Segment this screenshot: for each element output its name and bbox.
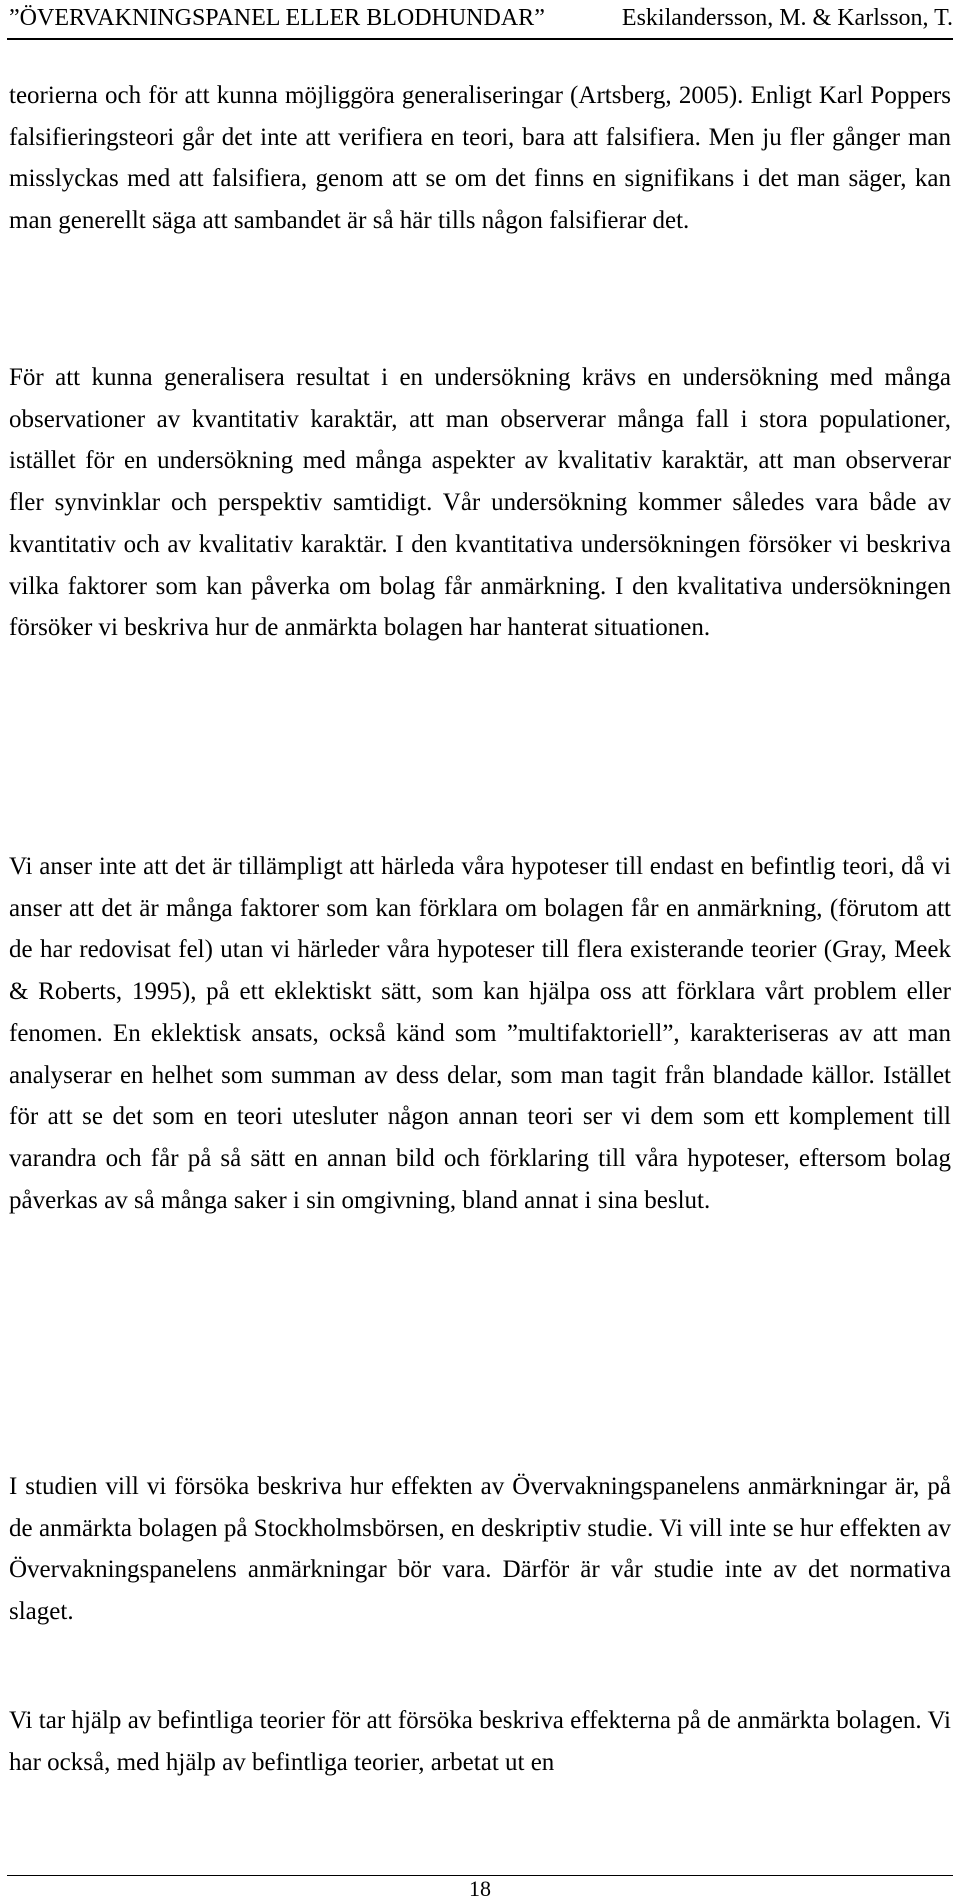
running-header [7, 2, 953, 40]
body-paragraph: I studien vill vi försöka beskriva hur effekten av Övervakningspanelens anmärkningar är, på de anmärkta bolagen på Stockholmsbörsen, en deskriptiv studie. Vi vill inte se hur effekten av Övervakningspanelens anmärkningar bör vara. Därför är vår studie inte av det normativa slaget. [9, 1473, 951, 1626]
page-number: 18 [469, 1876, 491, 1901]
body-paragraph: teorierna och för att kunna möjliggöra generaliseringar (Artsberg, 2005). Enligt Karl Poppers falsifieringsteori går det inte att verifiera en teori, bara att falsifiera. Men ju fler gånger man misslyckas med att falsifiera, genom att se om det finns en signifikans i det man säger, kan man generellt säga att sambandet är så här tills någon falsifierar det. [9, 82, 951, 235]
body-paragraph: För att kunna generalisera resultat i en undersökning krävs en undersökning med många observationer av kvantitativ karaktär, att man observerar många fall i stora populationer, istället för en undersökning med många aspekter av kvalitativ karaktär, att man observerar fler synvinklar och perspektiv samtidigt. Vår undersökning kommer således vara både av kvantitativ och av kvalitativ karaktär. I den kvantitativa undersökningen försöker vi beskriva vilka faktorer som kan påverka om bolag får anmärkning. I den kvalitativa undersökningen försöker vi beskriva hur de anmärkta bolagen har hanterat situationen. [9, 364, 951, 642]
header-title: ”ÖVERVAKNINGSPANEL ELLER BLODHUNDAR” [9, 5, 545, 31]
body-paragraph: Vi tar hjälp av befintliga teorier för att försöka beskriva effekterna på de anmärkta bolagen. Vi har också, med hjälp av befintliga teorier, arbetat ut en [9, 1707, 951, 1776]
header-authors: Eskilandersson, M. & Karlsson, T. [621, 5, 953, 31]
body-paragraph: Vi anser inte att det är tillämpligt att härleda våra hypoteser till endast en befintlig teori, då vi anser att det är många faktorer som kan förklara om bolagen får en anmärkning, (förutom att de har redovisat fel) utan vi härleder våra hypoteser till flera existerande teorier (Gray, Meek & Roberts, 1995), på ett eklektiskt sätt, som kan hjälpa oss att förklara vårt problem eller fenomen. En eklektisk ansats, också känd som ”multifaktoriell”, karakteriseras av att man analyserar en helhet som summan av dess delar, som man tagit från blandade källor. Istället för att se det som en teori utesluter någon annan teori ser vi dem som ett komplement till varandra och får på så sätt en annan bild och förklaring till våra hypoteser, eftersom bolag påverkas av så många saker i sin omgivning, bland annat i sina beslut. [9, 853, 951, 1214]
